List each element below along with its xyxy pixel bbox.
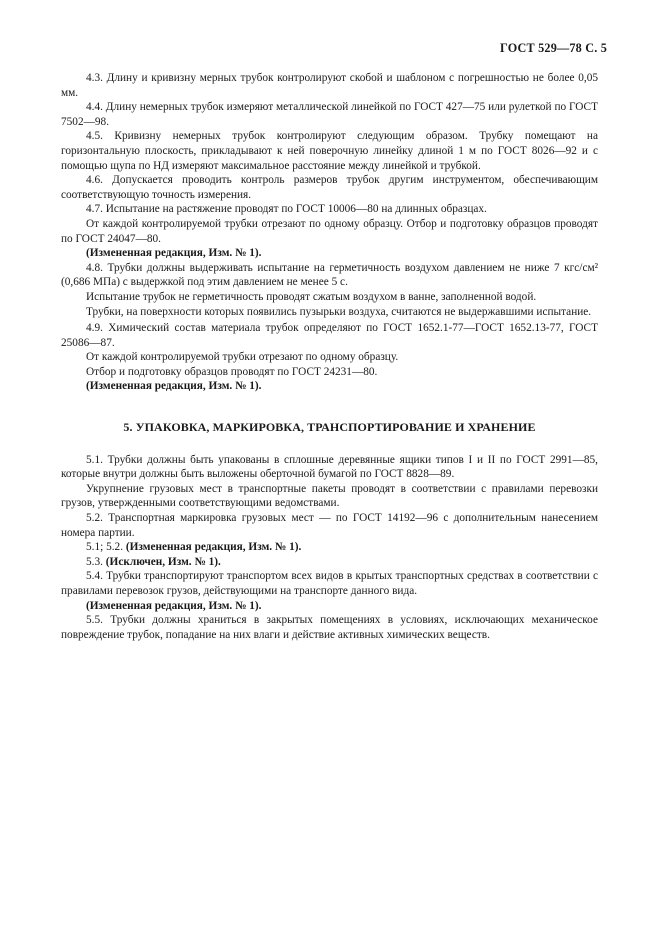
paragraph-4-7: 4.7. Испытание на растяжение проводят по ГОСТ 10006—80 на длинных образцах. (86, 203, 487, 216)
paragraph-4-8-bubbles: Трубки, на поверхности которых появились пузырьки воздуха, считаются не выдержавшими испытание. (86, 305, 592, 318)
amendment-note: (Измененная редакция, Изм. № 1). (86, 599, 262, 612)
paragraph-5-5: 5.5. Трубки должны храниться в закрытых помещениях в условиях, исключающих механическое повреждение трубок, попадание на них влаги и действие активных химических веществ. (61, 614, 598, 641)
note-bold: (Измененная редакция, Изм. № 1). (125, 541, 302, 554)
paragraph-4-6: 4.6. Допускается проводить контроль размеров трубок другим инструментом, обеспечивающим соответствующую точность измерения. (61, 174, 598, 201)
note-prefix: 5.1; 5.2. (86, 541, 126, 554)
paragraph-5-2: 5.2. Транспортная маркировка грузовых мест — по ГОСТ 14192—96 с дополнительным нанесением номера партии. (61, 512, 598, 539)
paragraph-4-9-samples: От каждой контролируемой трубки отрезают по одному образцу. (86, 351, 399, 364)
paragraph-4-5: 4.5. Кривизну немерных трубок контролируют следующим образом. Трубку помещают на горизонтальную плоскость, прикладывают к ней поверочную линейку длиной 1 м по ГОСТ 8026—92 и с помощью щупа по НД измеряют максимальное расстояние между линейкой и трубкой. (61, 130, 598, 172)
section-5-title: 5. УПАКОВКА, МАРКИРОВКА, ТРАНСПОРТИРОВАНИЕ И ХРАНЕНИЕ (123, 420, 536, 435)
paragraph-5-3 (61, 555, 598, 570)
note-bold: (Исключен, Изм. № 1). (105, 555, 221, 568)
paragraph-4-8-test: Испытание трубок не герметичность проводят сжатым воздухом в ванне, заполненной водой. (86, 290, 537, 303)
paragraph-4-7-samples: От каждой контролируемой трубки отрезают по одному образцу. Отбор и подготовку образцов проводят по ГОСТ 24047—80. (61, 217, 598, 245)
paragraph-5-1: 5.1. Трубки должны быть упакованы в сплошные деревянные ящики типов I и II по ГОСТ 2991—85, которые внутри должны быть выложены оберточной бумагой по ГОСТ 8828—89. (61, 453, 598, 481)
paragraph-5-4: 5.4. Трубки транспортируют транспортом всех видов в крытых транспортных средствах в соответствии с правилами перевозок грузов, действующими на транспорте данного вида. (61, 570, 598, 597)
amendment-note: (Измененная редакция, Изм. № 1). (86, 380, 262, 393)
paragraph-5-1-pallets: Укрупнение грузовых мест в транспортные пакеты проводят в соответствии с правилами перевозки грузов, утвержденными соответствующими ведомствами. (61, 482, 598, 510)
paragraph-5-1-5-2-note (61, 540, 598, 555)
document-body (61, 71, 598, 642)
amendment-note: (Измененная редакция, Изм. № 1). (86, 247, 262, 260)
paragraph-4-9-selection: Отбор и подготовку образцов проводят по ГОСТ 24231—80. (86, 365, 378, 378)
paragraph-4-4: 4.4. Длину немерных трубок измеряют металлической линейкой по ГОСТ 427—75 или рулеткой по ГОСТ 7502—98. (61, 101, 598, 128)
running-header: ГОСТ 529—78 С. 5 (500, 41, 607, 55)
paragraph-4-9: 4.9. Химический состав материала трубок определяют по ГОСТ 1652.1-77—ГОСТ 1652.13-77, ГОСТ 25086—87. (61, 322, 598, 349)
note-prefix: 5.3. (86, 555, 106, 568)
paragraph-4-8: 4.8. Трубки должны выдерживать испытание на герметичность воздухом давлением не ниже 7 кгс/см² (0,686 МПа) с выдержкой под этим давлением не менее 5 с. (61, 261, 598, 289)
paragraph-4-3: 4.3. Длину и кривизну мерных трубок контролируют скобой и шаблоном с погрешностью не более 0,05 мм. (61, 72, 598, 99)
